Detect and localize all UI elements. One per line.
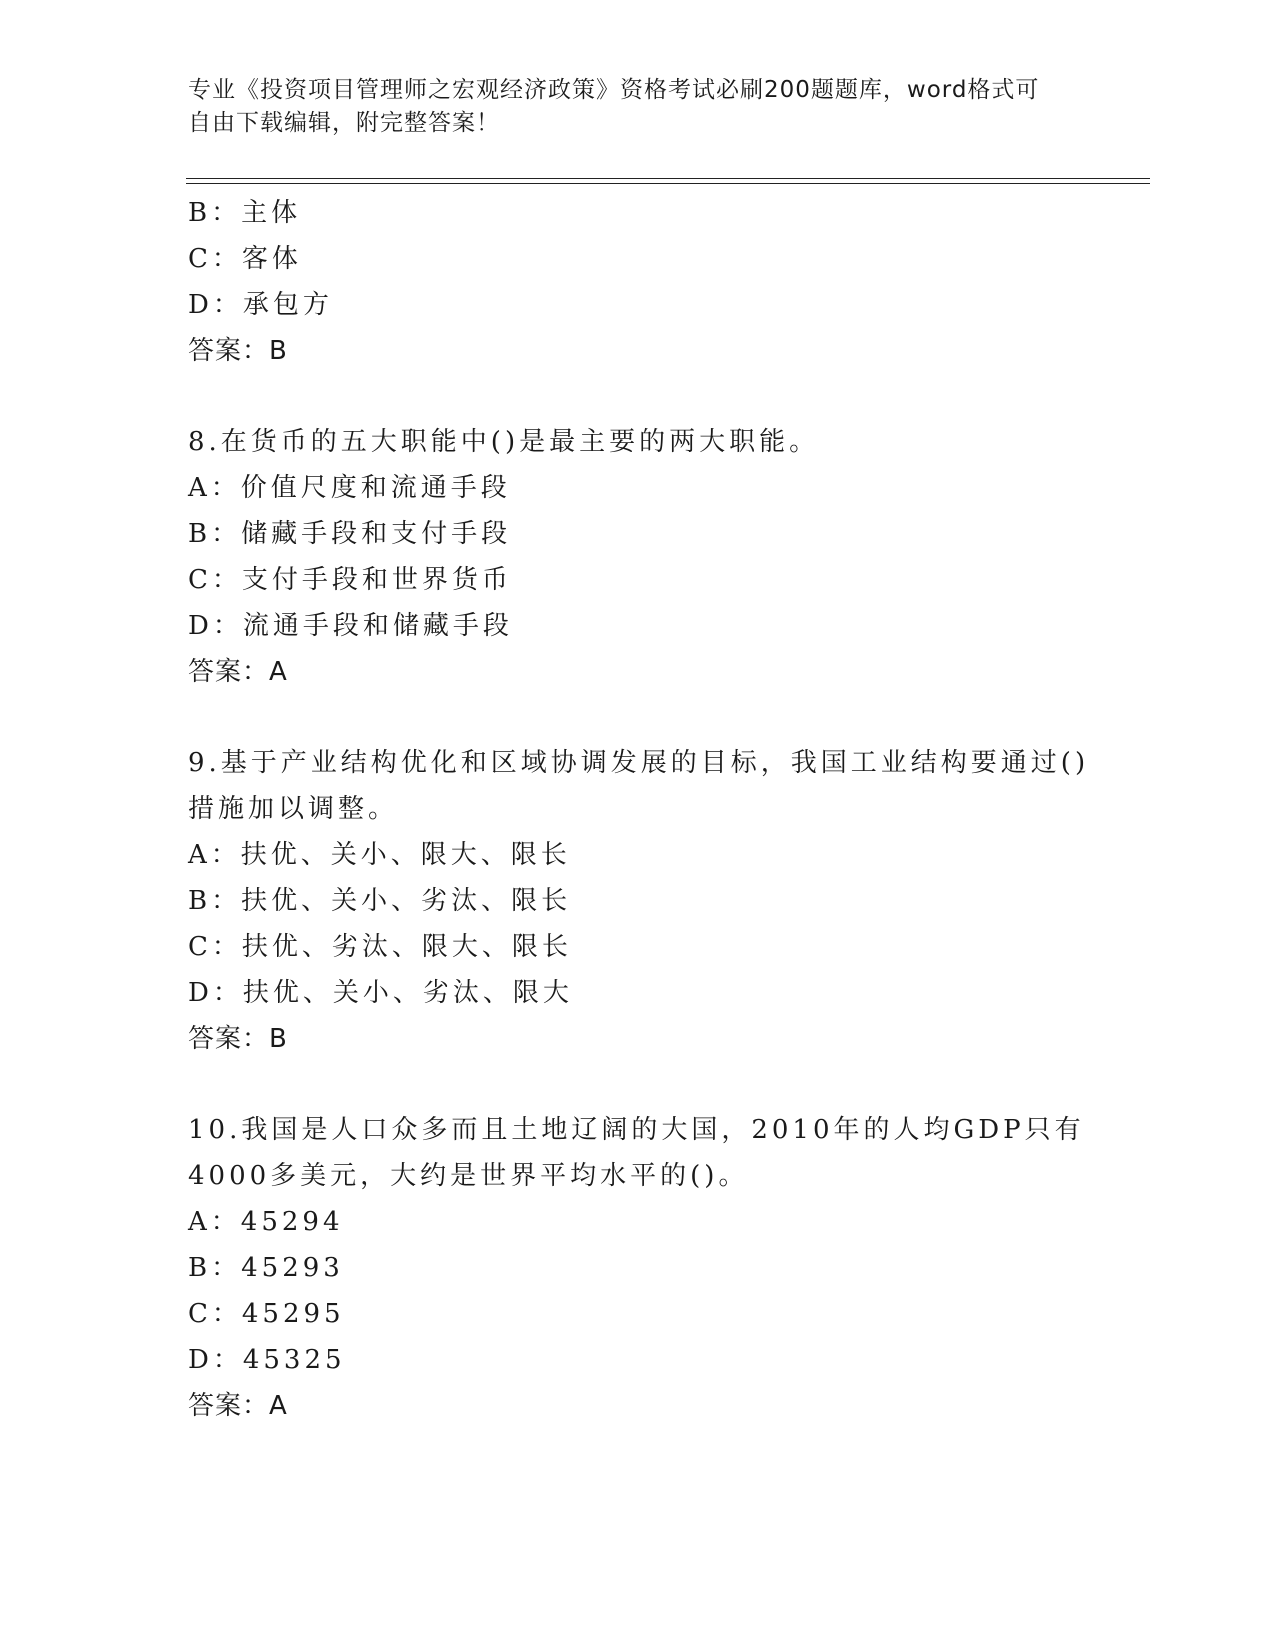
- question-stem-line-1: 9.基于产业结构优化和区域协调发展的目标，我国工业结构要通过(): [188, 748, 1090, 778]
- question-7: [188, 190, 1088, 374]
- option-a: A：价值尺度和流通手段: [188, 473, 511, 503]
- header-title-line-1: 专业《投资项目管理师之宏观经济政策》资格考试必刷200题题库，word格式可: [188, 77, 1040, 103]
- option-b: B：主体: [188, 198, 302, 228]
- question-10: [188, 1107, 1088, 1429]
- option-d: D：流通手段和储藏手段: [188, 611, 513, 641]
- header-divider-top: [186, 178, 1150, 179]
- option-c: C：45295: [188, 1299, 345, 1329]
- option-d: D：扶优、关小、劣汰、限大: [188, 978, 573, 1008]
- option-b: B：45293: [188, 1253, 344, 1283]
- option-a: A：45294: [188, 1207, 344, 1237]
- question-stem-line-2: 措施加以调整。: [188, 794, 399, 824]
- option-c: C：支付手段和世界货币: [188, 565, 512, 595]
- answer: 答案：A: [188, 1391, 288, 1421]
- answer: 答案：B: [188, 336, 288, 366]
- question-8: [188, 419, 1088, 695]
- spacer: [188, 695, 1088, 740]
- option-c: C：客体: [188, 244, 302, 274]
- option-c: C：扶优、劣汰、限大、限长: [188, 932, 572, 962]
- option-b: B：储藏手段和支付手段: [188, 519, 512, 549]
- question-stem-line-1: 10.我国是人口众多而且土地辽阔的大国，2010年的人均GDP只有: [188, 1115, 1085, 1145]
- answer: 答案：B: [188, 1024, 288, 1054]
- header-divider-bottom: [186, 183, 1150, 184]
- document-header: [188, 74, 1068, 140]
- question-9: [188, 740, 1088, 1062]
- spacer: [188, 1062, 1088, 1107]
- question-stem-line-2: 4000多美元，大约是世界平均水平的()。: [188, 1161, 749, 1191]
- question-list: [188, 190, 1088, 1429]
- option-b: B：扶优、关小、劣汰、限长: [188, 886, 572, 916]
- header-title-line-2: 自由下载编辑，附完整答案！: [188, 110, 500, 136]
- option-a: A：扶优、关小、限大、限长: [188, 840, 571, 870]
- option-d: D：承包方: [188, 290, 333, 320]
- question-stem: 8.在货币的五大职能中()是最主要的两大职能。: [188, 427, 820, 457]
- answer: 答案：A: [188, 657, 288, 687]
- spacer: [188, 374, 1088, 419]
- option-d: D：45325: [188, 1345, 346, 1375]
